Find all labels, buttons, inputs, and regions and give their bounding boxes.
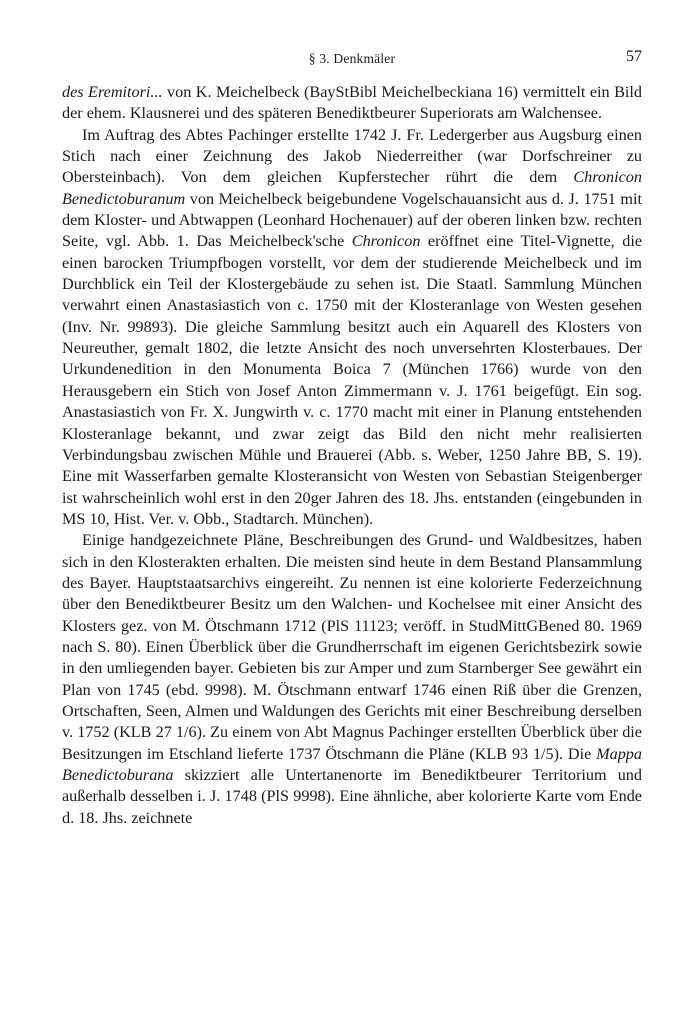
- text-run: von Meichelbeck beigebundene Vogelschauansicht aus d. J. 1751 mit dem Kloster- und Abtwappen (Leonhard Hochenauer) auf der oberen linken bzw. rechten Seite, vgl. Abb. 1. Das Meichelbeck'sche: [62, 189, 642, 251]
- text-run-italic: Chronicon Benedictoburanum: [62, 168, 642, 208]
- text-run: von K. Meichelbeck (BayStBibl Meichelbeckiana 16) vermittelt ein Bild der ehem. Klausnerei und des späteren Benediktbeurer Superiorats am Walchensee.: [62, 83, 642, 123]
- paragraph: [62, 82, 642, 125]
- text-run-italic: Mappa Benedictoburana: [62, 744, 642, 784]
- running-head: [62, 48, 642, 70]
- text-run: Im Auftrag des Abtes Pachinger erstellte 1742 J. Fr. Ledergerber aus Augsburg einen Stich nach einer Zeichnung des Jakob Niederreither (war Dorfschreiner zu Obersteinbach). Von dem gleichen Kupferstecher rührt die dem: [62, 125, 642, 187]
- body-text: [62, 82, 642, 829]
- paragraph: [62, 125, 642, 531]
- text-run: eröffnet eine Titel-Vignette, die einen barocken Triumpfbogen vorstellt, vor dem der studierende Meichelbeck und im Durchblick ein Teil der Klostergebäude zu sehen ist. Die Staatl. Sammlung München verwahrt einen Anastasiastich von c. 1750 mit der Klosteranlage von Westen gesehen (Inv. Nr. 99893). Die gleiche Sammlung besitzt auch ein Aquarell des Klosters von Neureuther, gemalt 1802, die letzte Ansicht des noch unversehrten Klosterbaues. Der Urkundenedition in den Monumenta Boica 7 (München 1766) wurde von den Herausgebern ein Stich von Josef Anton Zimmermann v. J. 1761 beigefügt. Ein sog. Anastasiastich von Fr. X. Jungwirth v. c. 1770 macht mit einer in Planung entstehenden Klosteranlage bekannt, und zwar zeigt das Bild den nicht mehr realisierten Verbindungsbau zwischen Mühle und Brauerei (Abb. s. Weber, 1250 Jahre BB, S. 19). Eine mit Wasserfarben gemalte Klosteransicht von Westen von Sebastian Steigenberger ist wahrscheinlich wohl erst in den 20ger Jahren des 18. Jhs. entstanden (eingebunden in MS 10, Hist. Ver. v. Obb., Stadtarch. München).: [62, 232, 642, 528]
- section-title: § 3. Denkmäler: [308, 51, 396, 66]
- page-number: 57: [626, 48, 642, 65]
- text-run-italic: Chronicon: [351, 232, 421, 251]
- text-run: Einige handgezeichnete Pläne, Beschreibungen des Grund- und Waldbesitzes, haben sich in den Klosterakten erhalten. Die meisten sind heute in dem Bestand Plansammlung des Bayer. Hauptstaatsarchivs eingereiht. Zu nennen ist eine kolorierte Federzeichnung über den Benediktbeurer Besitz um den Walchen- und Kochelsee mit einer Ansicht des Klosters gez. von M. Ötschmann 1712 (PlS 11123; veröff. in StudMittGBened 80. 1969 nach S. 80). Einen Überblick über die Grundherrschaft im eigenen Gerichtsbezirk sowie in den umliegenden bayer. Gebieten bis zur Amper und zum Starnberger See gewährt ein Plan von 1745 (ebd. 9998). M. Ötschmann entwarf 1746 einen Riß über die Grenzen, Ortschaften, Seen, Almen und Waldungen des Gerichts mit einer Beschreibung derselben v. 1752 (KLB 27 1/6). Zu einem von Abt Magnus Pachinger erstellten Überblick über die Besitzungen im Etschland lieferte 1737 Ötschmann die Pläne (KLB 93 1/5). Die: [62, 531, 642, 763]
- book-page: [62, 48, 642, 829]
- paragraph: [62, 530, 642, 829]
- text-run-italic: des Eremitori...: [62, 83, 163, 101]
- text-run: skizziert alle Untertanenorte im Benediktbeurer Territorium und außerhalb desselben i. J. 1748 (PlS 9998). Eine ähnliche, aber kolorierte Karte vom Ende d. 18. Jhs. zeichnete: [62, 766, 642, 827]
